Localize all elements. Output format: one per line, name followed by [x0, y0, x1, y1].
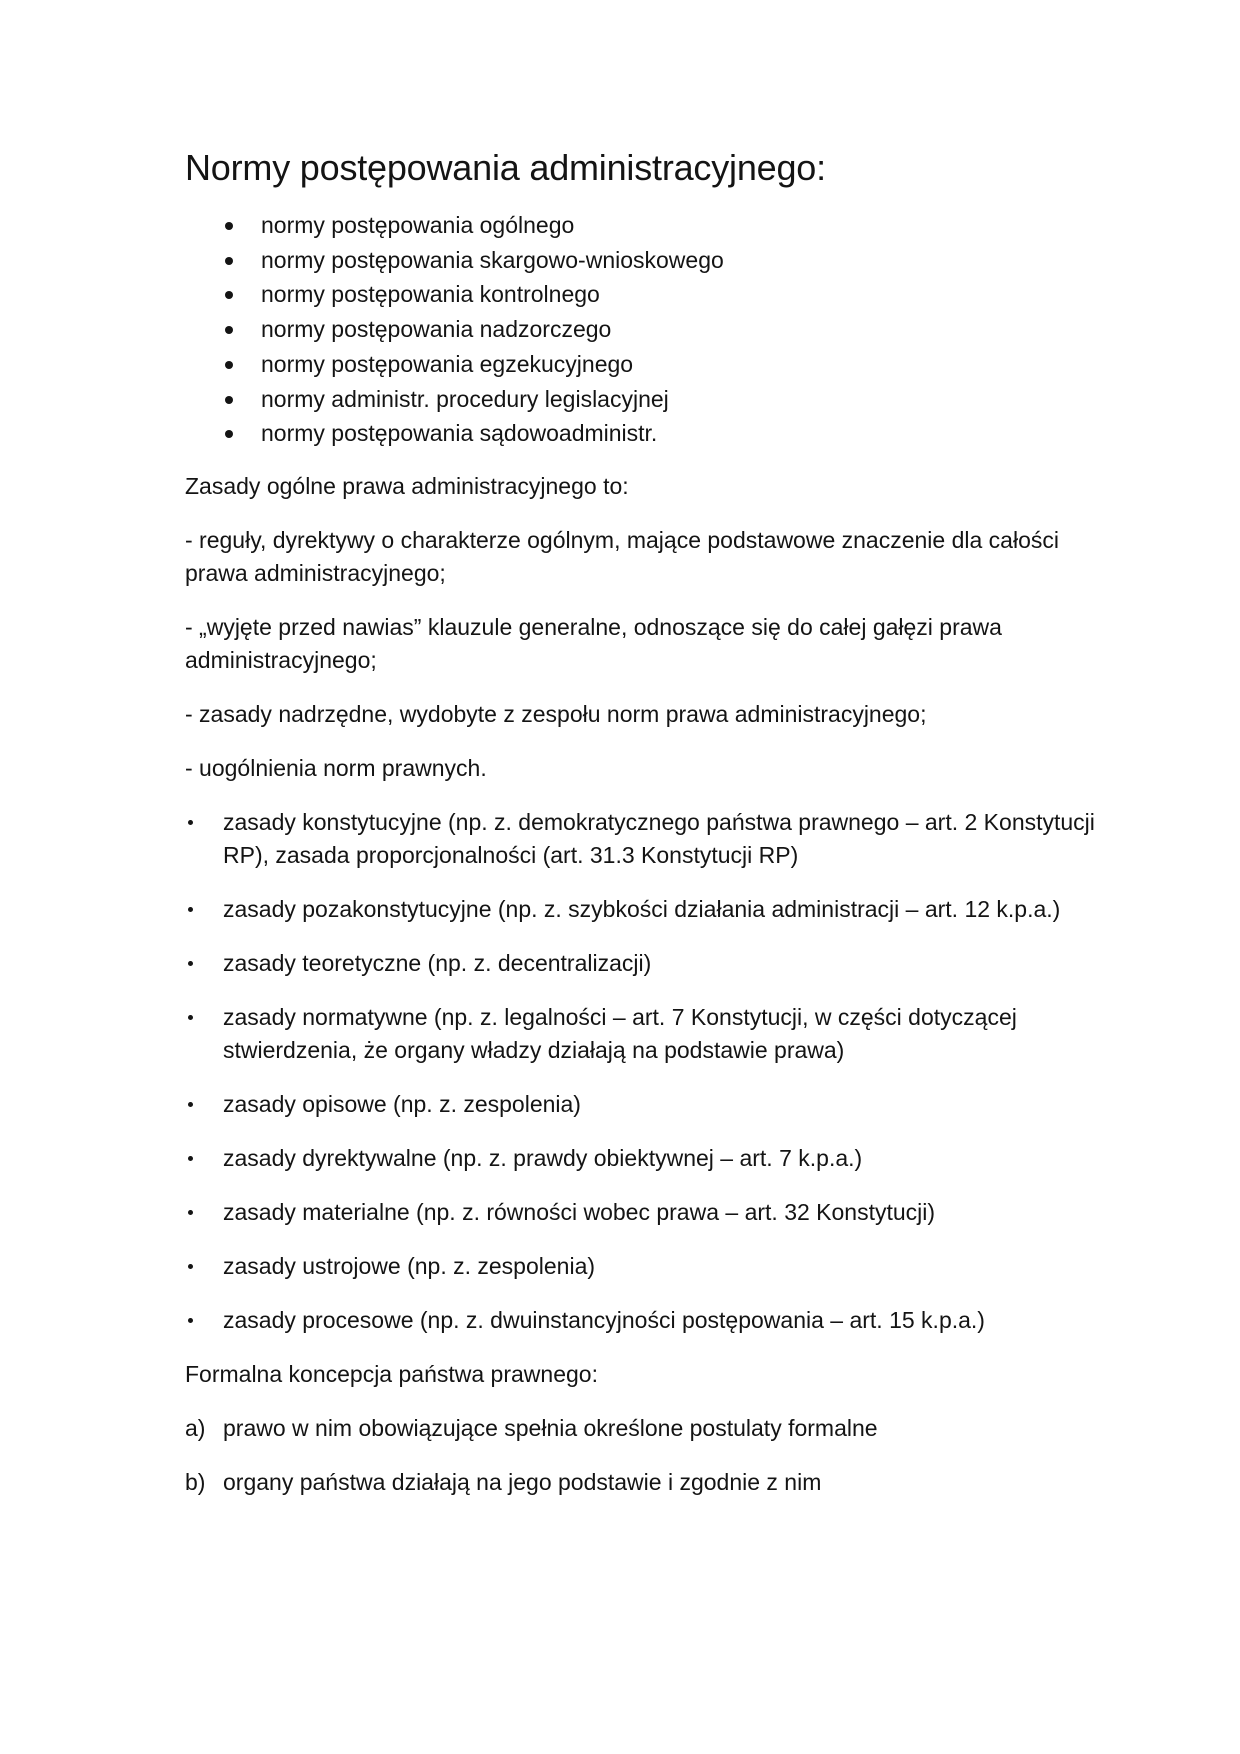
list-item: zasady opisowe (np. z. zespolenia) [185, 1088, 1115, 1121]
bullet-icon [225, 361, 233, 369]
list-marker: b) [185, 1468, 206, 1495]
list-item: normy postępowania nadzorczego [185, 312, 1115, 347]
list-item: a) prawo w nim obowiązujące spełnia określone postulaty formalne [185, 1412, 1115, 1445]
list-item: b) organy państwa działają na jego podstawie i zgodnie z nim [185, 1466, 1115, 1499]
norms-list [185, 208, 1115, 451]
bullet-icon [188, 820, 193, 825]
list-item: normy administr. procedury legislacyjnej [185, 382, 1115, 417]
definition-paragraph: - „wyjęte przed nawias” klauzule generalne, odnoszące się do całej gałęzi prawa administracyjnego; [185, 613, 1002, 673]
bullet-icon [225, 396, 233, 404]
definition-paragraph: - zasady nadrzędne, wydobyte z zespołu norm prawa administracyjnego; [185, 700, 927, 727]
bullet-icon [225, 430, 233, 438]
bullet-icon [225, 222, 233, 230]
bullet-icon [188, 1015, 193, 1020]
bullet-icon [225, 257, 233, 265]
list-item: normy postępowania egzekucyjnego [185, 347, 1115, 382]
bullet-icon [188, 907, 193, 912]
bullet-icon [188, 961, 193, 966]
bullet-icon [188, 1210, 193, 1215]
principles-intro: Zasady ogólne prawa administracyjnego to: [185, 472, 629, 499]
list-marker: a) [185, 1414, 206, 1441]
list-item: zasady normatywne (np. z. legalności – art. 7 Konstytucji, w części dotyczącej stwierdzenia, że organy władzy działają na podstawie prawa) [185, 1001, 1115, 1067]
definition-paragraph: - reguły, dyrektywy o charakterze ogólnym, mające podstawowe znaczenie dla całości prawa administracyjnego; [185, 526, 1059, 586]
bullet-icon [225, 291, 233, 299]
principles-list [185, 806, 1115, 1337]
document-page [185, 146, 1115, 1520]
bullet-icon [188, 1318, 193, 1323]
page-title: Normy postępowania administracyjnego: [185, 147, 826, 188]
list-item: normy postępowania sądowoadministr. [185, 416, 1115, 451]
formal-concept-list [185, 1412, 1115, 1499]
list-item: normy postępowania kontrolnego [185, 277, 1115, 312]
list-item: zasady pozakonstytucyjne (np. z. szybkości działania administracji – art. 12 k.p.a.) [185, 893, 1115, 926]
list-item: normy postępowania ogólnego [185, 208, 1115, 243]
bullet-icon [188, 1156, 193, 1161]
definition-paragraph: - uogólnienia norm prawnych. [185, 754, 487, 781]
list-item: normy postępowania skargowo-wnioskowego [185, 243, 1115, 278]
bullet-icon [225, 326, 233, 334]
bullet-icon [188, 1264, 193, 1269]
list-item: zasady konstytucyjne (np. z. demokratycznego państwa prawnego – art. 2 Konstytucji RP), zasada proporcjonalności (art. 31.3 Konstytucji RP) [185, 806, 1115, 872]
bullet-icon [188, 1102, 193, 1107]
formal-concept-heading: Formalna koncepcja państwa prawnego: [185, 1360, 598, 1387]
list-item: zasady ustrojowe (np. z. zespolenia) [185, 1250, 1115, 1283]
list-item: zasady procesowe (np. z. dwuinstancyjności postępowania – art. 15 k.p.a.) [185, 1304, 1115, 1337]
list-item: zasady dyrektywalne (np. z. prawdy obiektywnej – art. 7 k.p.a.) [185, 1142, 1115, 1175]
list-item: zasady materialne (np. z. równości wobec prawa – art. 32 Konstytucji) [185, 1196, 1115, 1229]
list-item: zasady teoretyczne (np. z. decentralizacji) [185, 947, 1115, 980]
